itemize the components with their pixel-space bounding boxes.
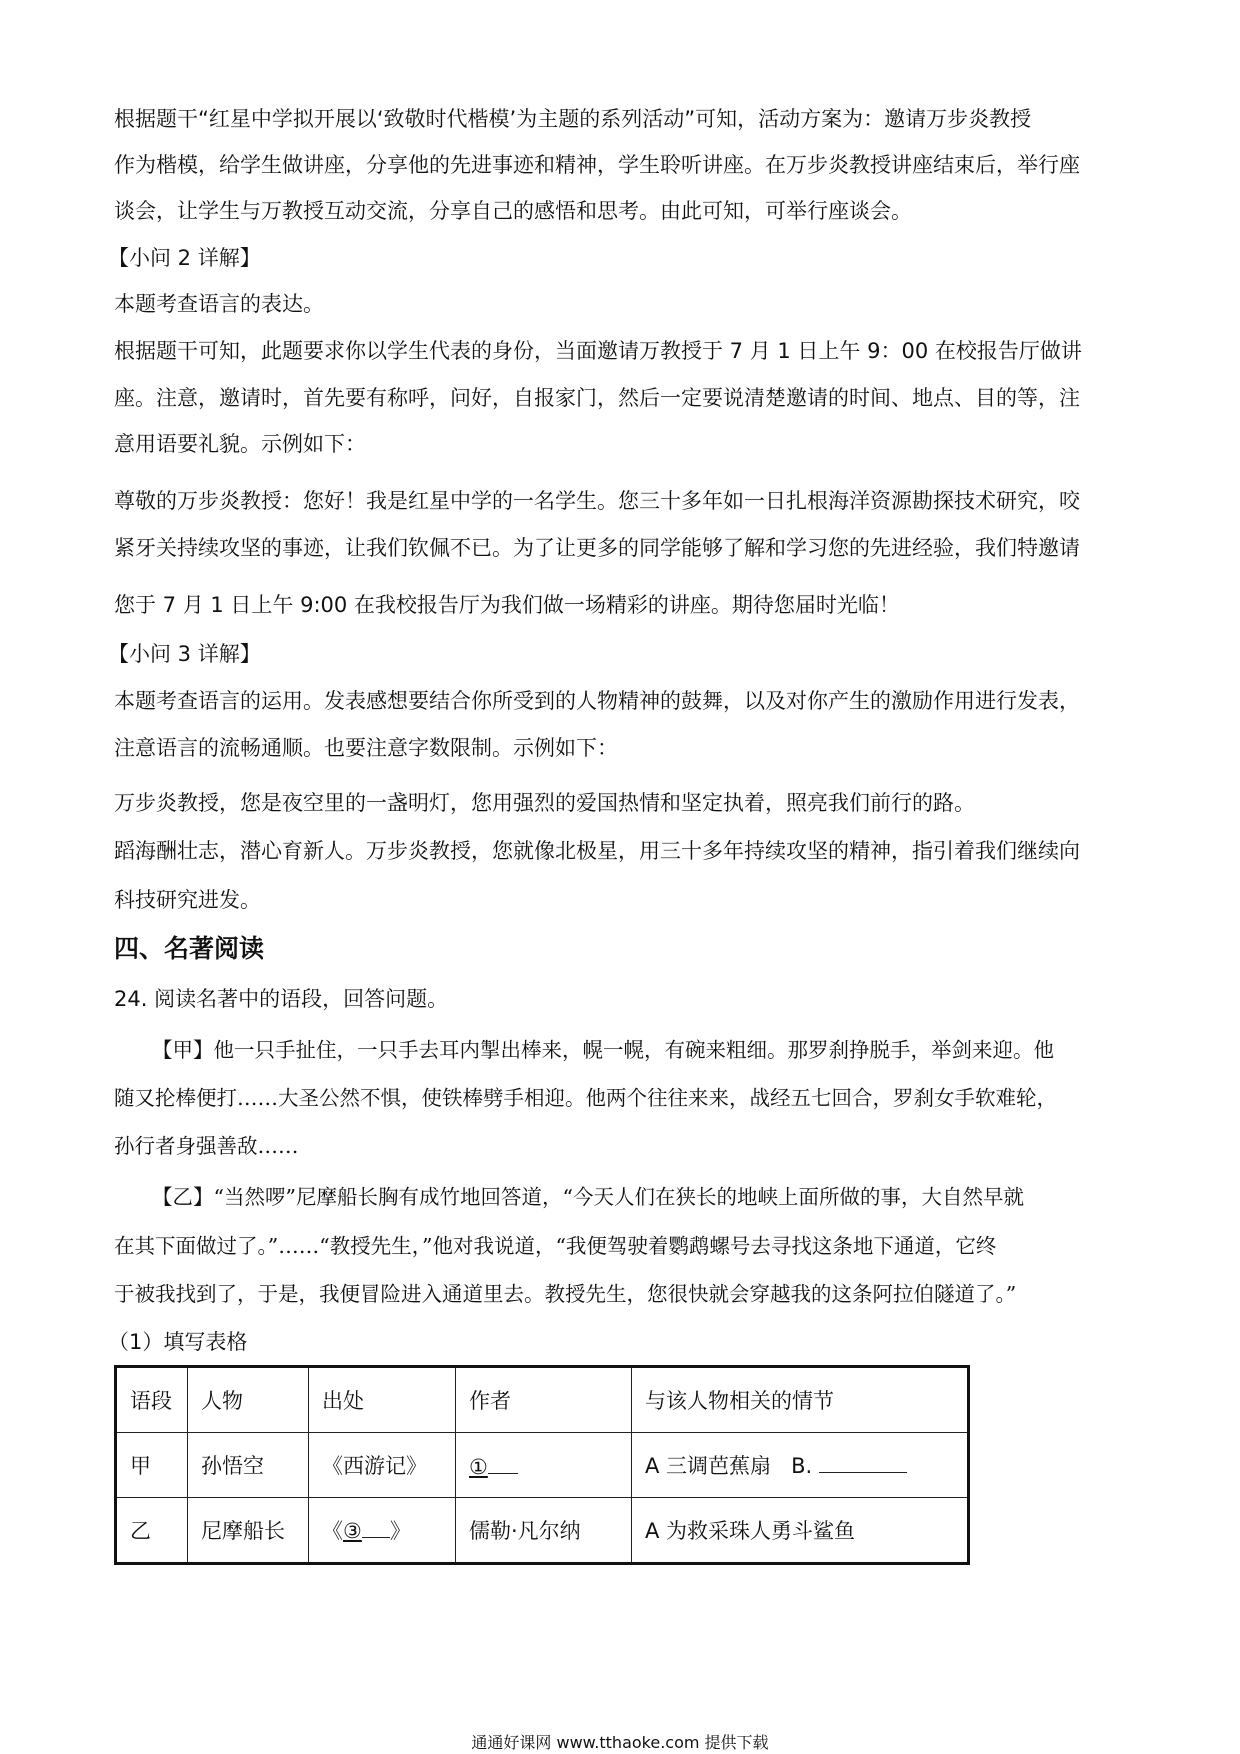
table-prompt: （1）填写表格	[108, 1330, 248, 1354]
passage-line: 孙行者身强善敌……	[114, 1134, 299, 1158]
passage-line: 在其下面做过了。”……“教授先生，”他对我说道，“我便驾驶着鹦鹉螺号去寻找这条地下通道，它终	[114, 1234, 997, 1258]
passage-line: 随又抡棒便打……大圣公然不惧，使铁棒劈手相迎。他两个往往来来，战经五七回合，罗刹女手软难轮，	[114, 1086, 1057, 1110]
section-title: 四、名著阅读	[114, 934, 265, 963]
answer-blank-3[interactable]	[362, 1515, 390, 1538]
subquestion-heading: 【小问 3 详解】	[108, 642, 261, 666]
character-cell: 孙悟空	[188, 1433, 309, 1498]
subquestion-heading: 【小问 2 详解】	[108, 246, 261, 270]
paragraph-line: 注意语言的流畅通顺。也要注意字数限制。示例如下：	[114, 736, 618, 760]
table-header: 人物	[188, 1367, 309, 1433]
question-prompt: 24. 阅读名著中的语段，回答问题。	[114, 987, 449, 1011]
paragraph-line: 万步炎教授，您是夜空里的一盏明灯，您用强烈的爱国热情和坚定执着，照亮我们前行的路。	[114, 791, 975, 815]
author-cell	[456, 1433, 632, 1498]
source-cell: 《西游记》	[309, 1433, 456, 1498]
answer-blank-2[interactable]	[819, 1450, 907, 1473]
character-cell: 尼摩船长	[188, 1498, 309, 1564]
blank-1-marker: ①	[469, 1455, 488, 1479]
paragraph-line: 科技研究进发。	[114, 888, 261, 912]
blank-3-marker: ③	[343, 1519, 362, 1543]
paragraph-line: 尊敬的万步炎教授：您好！我是红星中学的一名学生。您三十多年如一日扎根海洋资源勘探技术研究，咬	[114, 489, 1080, 513]
paragraph-line: 本题考查语言的表达。	[114, 292, 324, 316]
paragraph-line: 意用语要礼貌。示例如下：	[114, 432, 366, 456]
segment-cell: 甲	[116, 1433, 188, 1498]
passage-line: 【乙】“当然啰”尼摩船长胸有成竹地回答道，“今天人们在狭长的地峡上面所做的事，大自然早就	[152, 1185, 1024, 1209]
table-header: 与该人物相关的情节	[632, 1367, 969, 1433]
book-bracket-open: 《	[322, 1519, 343, 1543]
table-header: 语段	[116, 1367, 188, 1433]
paragraph-line: 谈会，让学生与万教授互动交流，分享自己的感悟和思考。由此可知，可举行座谈会。	[114, 199, 912, 223]
paragraph-line: 您于 7 月 1 日上午 9:00 在我校报告厅为我们做一场精彩的讲座。期待您届时光临！	[114, 593, 900, 617]
paragraph-line: 本题考查语言的运用。发表感想要结合你所受到的人物精神的鼓舞，以及对你产生的激励作用进行发表，	[114, 689, 1080, 713]
table-header: 作者	[456, 1367, 632, 1433]
paragraph-line: 紧牙关持续攻坚的事迹，让我们钦佩不已。为了让更多的同学能够了解和学习您的先进经验，我们特邀请	[114, 536, 1080, 560]
passage-line: 于被我找到了，于是，我便冒险进入通道里去。教授先生，您很快就会穿越我的这条阿拉伯隧道了。”	[114, 1282, 1017, 1306]
paragraph-line: 作为楷模，给学生做讲座，分享他的先进事迹和精神，学生聆听讲座。在万步炎教授讲座结束后，举行座	[114, 153, 1080, 177]
paragraph-line: 蹈海酬壮志，潜心育新人。万步炎教授，您就像北极星，用三十多年持续攻坚的精神，指引着我们继续向	[114, 839, 1080, 863]
plot-b-label: B.	[791, 1454, 813, 1478]
author-cell: 儒勒·凡尔纳	[456, 1498, 632, 1564]
segment-cell: 乙	[116, 1498, 188, 1564]
passage-line: 【甲】他一只手扯住，一只手去耳内掣出棒来，幌一幌，有碗来粗细。那罗刹挣脱手，举剑来迎。他	[152, 1038, 1054, 1062]
plot-a: A 三调芭蕉扇	[645, 1454, 772, 1478]
plot-cell	[632, 1433, 969, 1498]
table-header: 出处	[309, 1367, 456, 1433]
book-bracket-close: 》	[389, 1519, 411, 1543]
footer: 通通好课网 www.tthaoke.com 提供下载	[471, 1733, 769, 1752]
answer-blank-1[interactable]	[488, 1451, 518, 1474]
table-row	[116, 1498, 969, 1564]
plot-cell: A 为救采珠人勇斗鲨鱼	[632, 1498, 969, 1564]
paragraph-line: 座。注意，邀请时，首先要有称呼，问好，自报家门，然后一定要说清楚邀请的时间、地点、目的等，注	[114, 386, 1080, 410]
paragraph-line: 根据题干“红星中学拟开展以‘致敬时代楷模’为主题的系列活动”可知，活动方案为：邀请万步炎教授	[114, 107, 1032, 131]
table-header-row	[116, 1367, 969, 1433]
table-row	[116, 1433, 969, 1498]
paragraph-line: 根据题干可知，此题要求你以学生代表的身份，当面邀请万教授于 7 月 1 日上午 9：00 在校报告厅做讲	[114, 339, 1082, 363]
source-cell	[309, 1498, 456, 1564]
answer-table	[114, 1365, 970, 1565]
